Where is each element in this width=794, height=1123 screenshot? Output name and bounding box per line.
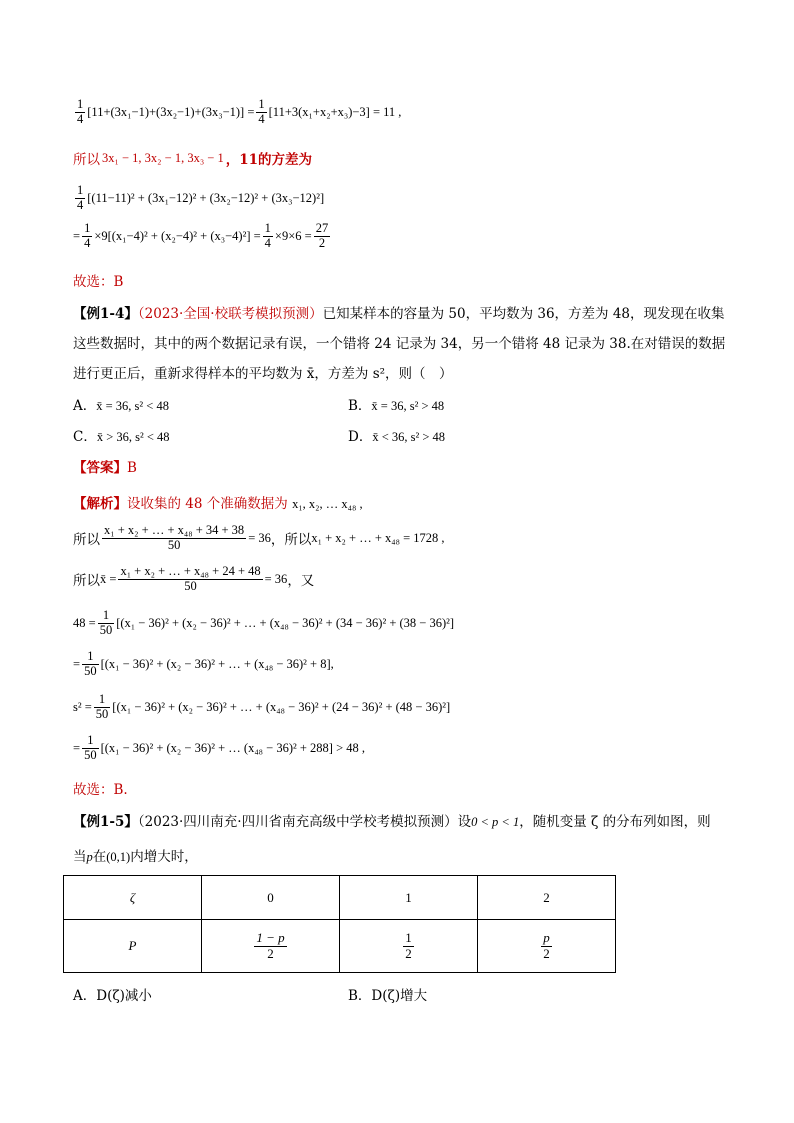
- fraction: $\frac{1}{50}$: [84, 649, 97, 678]
- equation-5: s² = $\frac{1}{50}$ [(x₁ − 36)² + (x₂ − 36)² + … + (x₄₈ − 36)² + (24 − 36)² + (48 − 36)²]: [73, 692, 451, 721]
- option-a: A．x̄ = 36, s² < 48: [73, 398, 169, 414]
- table-cell: ζ: [64, 876, 202, 920]
- table-cell: $\frac{1 - p}{2}$: [202, 920, 340, 973]
- example-1-4-line-3: 进行更正后，重新求得样本的平均数为 x̄，方差为 s²，则（ ）: [73, 366, 453, 382]
- option-a-1-5: A．D(ζ)减小: [73, 988, 152, 1004]
- option-c: C．x̄ > 36, s² < 48: [73, 429, 170, 445]
- table-row: [64, 876, 616, 920]
- table-cell: P: [64, 920, 202, 973]
- analysis-line: 【解析】设收集的 48 个准确数据为 x₁, x₂, … x₄₈ ,: [73, 496, 363, 512]
- equation-3: 48 = $\frac{1}{50}$ [(x₁ − 36)² + (x₂ − 36)² + … + (x₄₈ − 36)² + (34 − 36)² + (38 − 36)²]: [73, 608, 455, 637]
- example-1-4-line-2: 这些数据时，其中的两个数据记录有误，一个错将 24 记录为 34，另一个错将 48 记录为 38.在对错误的数据: [73, 336, 726, 352]
- fraction: $\frac{1}{4}$: [264, 221, 271, 250]
- equation-2: 所以 x̄ = $\frac{\text{x₁ + x₂ + … + x₄₈ + 24 + 48}}{50}$ = 36 ，又: [73, 564, 315, 593]
- fraction: $\frac{\text{x₁ + x₂ + … + x₄₈ + 34 + 38}}{50}$: [104, 523, 245, 552]
- fraction: $\frac{1}{4}$: [77, 97, 84, 126]
- fraction: $\frac{1}{4}$: [84, 221, 91, 250]
- table-cell: $\frac{1}{2}$: [340, 920, 478, 973]
- table-cell: 1: [340, 876, 478, 920]
- table-cell: 0: [202, 876, 340, 920]
- fraction: $\frac{1}{4}$: [258, 97, 265, 126]
- fraction: $\frac{1}{4}$: [77, 183, 84, 212]
- table-cell: $\frac{p}{2}$: [478, 920, 616, 973]
- equation-1: 所以 $\frac{\text{x₁ + x₂ + … + x₄₈ + 34 + 38}}{50}$ = 36 ，所以 x₁ + x₂ + … + x₄₈ = 1728 ,: [73, 523, 445, 552]
- example-1-4-line-1: 【例1-4】（2023·全国·校联考模拟预测）已知某样本的容量为 50，平均数为 36，方差为 48，现发现在收集: [73, 306, 725, 322]
- answer-label: 【答案】B: [73, 460, 137, 476]
- answer-line-2: 故选：B.: [73, 782, 128, 798]
- table-cell: 2: [478, 876, 616, 920]
- fraction: $\frac{1}{50}$: [95, 692, 109, 721]
- equation-4: = $\frac{1}{50}$ [(x₁ − 36)² + (x₂ − 36)² + … + (x₄₈ − 36)² + 8],: [73, 649, 334, 678]
- example-1-5-line-2: 当p在(0,1)内增大时，: [73, 849, 198, 865]
- equation-6: = $\frac{1}{50}$ [(x₁ − 36)² + (x₂ − 36)² + … (x₄₈ − 36)² + 288] > 48 ,: [73, 733, 366, 762]
- variance-line-4: = $\frac{1}{4}$ ×9[(x₁−4)² + (x₂−4)² + (x₃−4)²] = $\frac{1}{4}$ ×9×6 = $\frac{27}{2}$: [73, 221, 329, 250]
- example-1-5-line-1: 【例1-5】（2023·四川南充·四川省南充高级中学校考模拟预测）设0 < p < 1，随机变量 ζ 的分布列如图，则: [73, 814, 711, 830]
- fraction: $\frac{1}{50}$: [99, 608, 113, 637]
- option-d: D．x̄ < 36, s² > 48: [348, 429, 446, 445]
- option-b-1-5: B．D(ζ)增大: [348, 988, 428, 1004]
- variance-line-3: $\frac{1}{4}$ [(11−11)² + (3x₁−12)² + (3x₂−12)² + (3x₃−12)²]: [77, 183, 325, 212]
- distribution-table: [63, 875, 616, 973]
- fraction: $\frac{27}{2}$: [315, 221, 329, 250]
- variance-line-1: $\frac{1}{4}$ [11+(3x₁−1)+(3x₂−1)+(3x₃−1)] = $\frac{1}{4}$ [11+3(x₁+x₂+x₃)−3] = 11 ,: [77, 97, 402, 126]
- answer-line-1: 故选：B: [73, 274, 124, 290]
- variance-line-2: 所以 3x₁ − 1, 3x₂ − 1, 3x₃ − 1 ，11的方差为: [73, 150, 313, 168]
- table-row: [64, 920, 616, 973]
- fraction: $\frac{1}{50}$: [84, 733, 97, 762]
- fraction: $\frac{\text{x₁ + x₂ + … + x₄₈ + 24 + 48}}{50}$: [120, 564, 261, 593]
- option-b: B．x̄ = 36, s² > 48: [348, 398, 445, 414]
